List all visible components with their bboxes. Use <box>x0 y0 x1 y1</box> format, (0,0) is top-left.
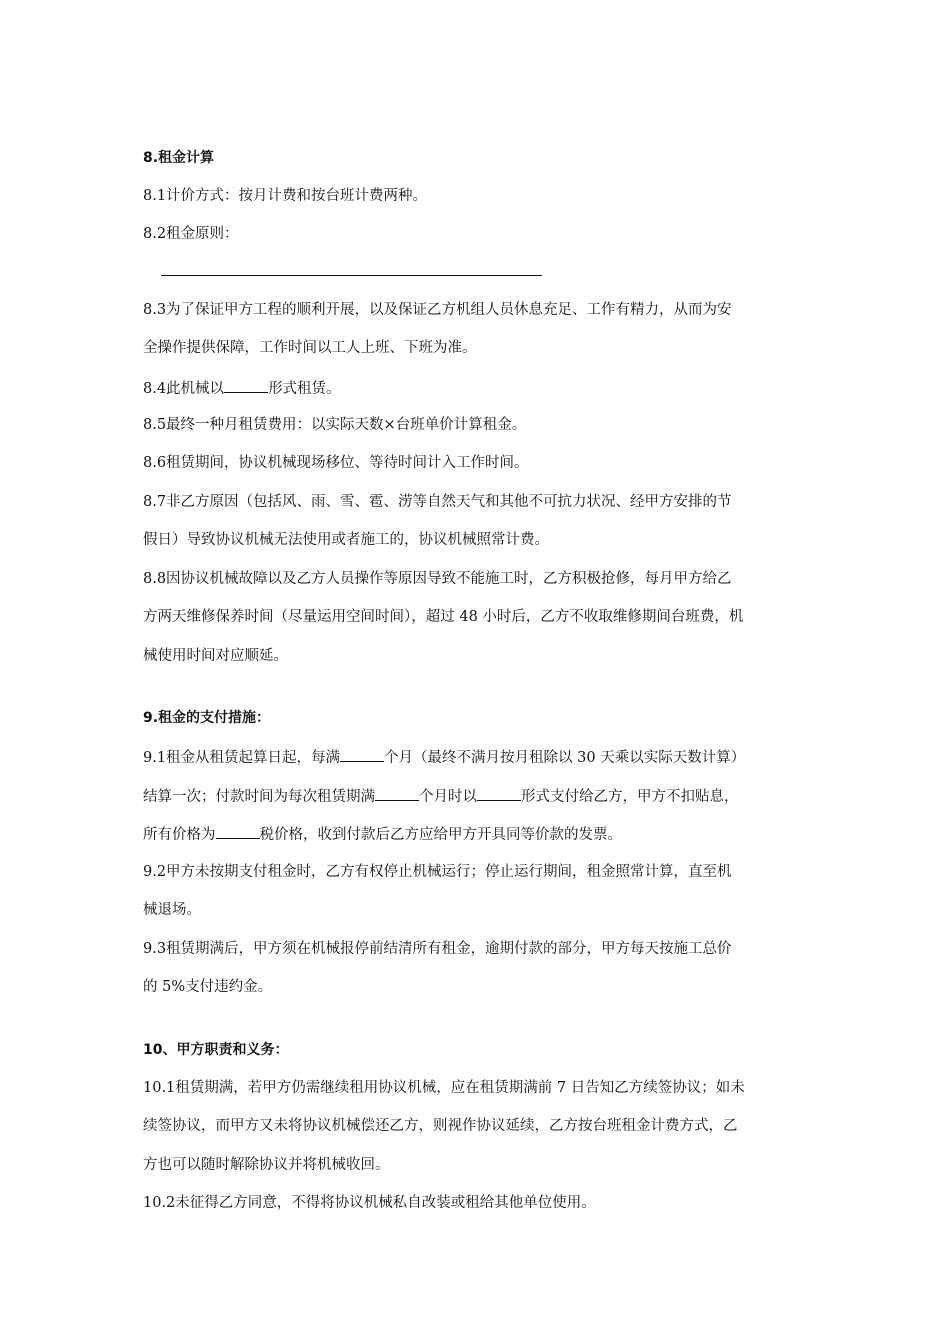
clause-9-1-text-c: 结算一次；付款时间为每次租赁期满 <box>143 789 375 805</box>
clause-10-1-line-2: 续签协议，而甲方又未将协议机械偿还乙方，则视作协议延续，乙方按台班租金计费方式，乙 <box>143 1118 738 1134</box>
fill-blank <box>375 785 419 801</box>
clause-8-8-line-2: 方两天维修保养时间（尽量运用空间时间），超过 48 小时后，乙方不收取维修期间台班费，机 <box>143 609 744 625</box>
clause-9-1-line-2 <box>143 785 739 807</box>
section-9-heading: 9.租金的支付措施： <box>143 710 271 726</box>
clause-8-4-text-a: 8.4此机械以 <box>143 381 225 397</box>
clause-9-1-text-a: 9.1租金从租赁起算日起，每满 <box>143 750 341 766</box>
clause-9-1-text-b: 个月（最终不满月按月租除以 30 天乘以实际天数计算） <box>384 750 746 766</box>
clause-9-2-line-2: 械退场。 <box>143 902 201 918</box>
blank-rule-8-2 <box>161 275 542 276</box>
clause-8-4 <box>143 377 341 399</box>
clause-9-3-line-1: 9.3租赁期满后，甲方须在机械报停前结清所有租金，逾期付款的部分，甲方每天按施工总价 <box>143 941 732 957</box>
clause-9-1-line-3 <box>143 823 622 845</box>
clause-8-5: 8.5最终一种月租赁费用：以实际天数×台班单价计算租金。 <box>143 417 527 433</box>
clause-9-1-text-d: 个月时以 <box>419 789 477 805</box>
section-8-heading: 8.租金计算 <box>143 150 215 166</box>
fill-blank <box>477 785 521 801</box>
section-10-heading: 10、甲方职责和义务： <box>143 1042 289 1058</box>
clause-8-3-line-1: 8.3为了保证甲方工程的顺利开展，以及保证乙方机组人员休息充足、工作有精力，从而为安 <box>143 302 732 318</box>
clause-9-1-text-e: 形式支付给乙方，甲方不扣贴息， <box>521 789 739 805</box>
fill-blank <box>340 746 384 762</box>
clause-9-2-line-1: 9.2甲方未按期支付租金时，乙方有权停止机械运行；停止运行期间，租金照常计算，直至机 <box>143 864 732 880</box>
clause-8-4-text-b: 形式租赁。 <box>268 381 341 397</box>
fill-blank <box>216 823 260 839</box>
clause-10-1-line-3: 方也可以随时解除协议并将机械收回。 <box>143 1157 390 1173</box>
clause-8-1: 8.1计价方式：按月计费和按台班计费两种。 <box>143 188 428 204</box>
clause-9-1-text-f: 所有价格为 <box>143 827 216 843</box>
clause-9-3-line-2: 的 5%支付违约金。 <box>143 979 273 995</box>
fill-blank <box>224 377 268 393</box>
clause-8-6: 8.6租赁期间，协议机械现场移位、等待时间计入工作时间。 <box>143 455 529 471</box>
clause-8-7-line-2: 假日）导致协议机械无法使用或者施工的，协议机械照常计费。 <box>143 532 549 548</box>
clause-9-1-line-1 <box>143 746 745 768</box>
clause-8-7-line-1: 8.7非乙方原因（包括风、雨、雪、雹、涝等自然天气和其他不可抗力状况、经甲方安排的节 <box>143 494 732 510</box>
clause-8-2: 8.2租金原则： <box>143 226 239 242</box>
clause-10-1-line-1: 10.1租赁期满，若甲方仍需继续租用协议机械，应在租赁期满前 7 日告知乙方续签协议；如未 <box>143 1080 745 1096</box>
clause-8-8-line-3: 械使用时间对应顺延。 <box>143 648 288 664</box>
clause-8-8-line-1: 8.8因协议机械故障以及乙方人员操作等原因导致不能施工时，乙方积极抢修，每月甲方给乙 <box>143 571 732 587</box>
clause-8-3-line-2: 全操作提供保障，工作时间以工人上班、下班为准。 <box>143 340 477 356</box>
clause-10-2: 10.2未征得乙方同意，不得将协议机械私自改装或租给其他单位使用。 <box>143 1195 596 1211</box>
clause-9-1-text-g: 税价格，收到付款后乙方应给甲方开具同等价款的发票。 <box>259 827 622 843</box>
